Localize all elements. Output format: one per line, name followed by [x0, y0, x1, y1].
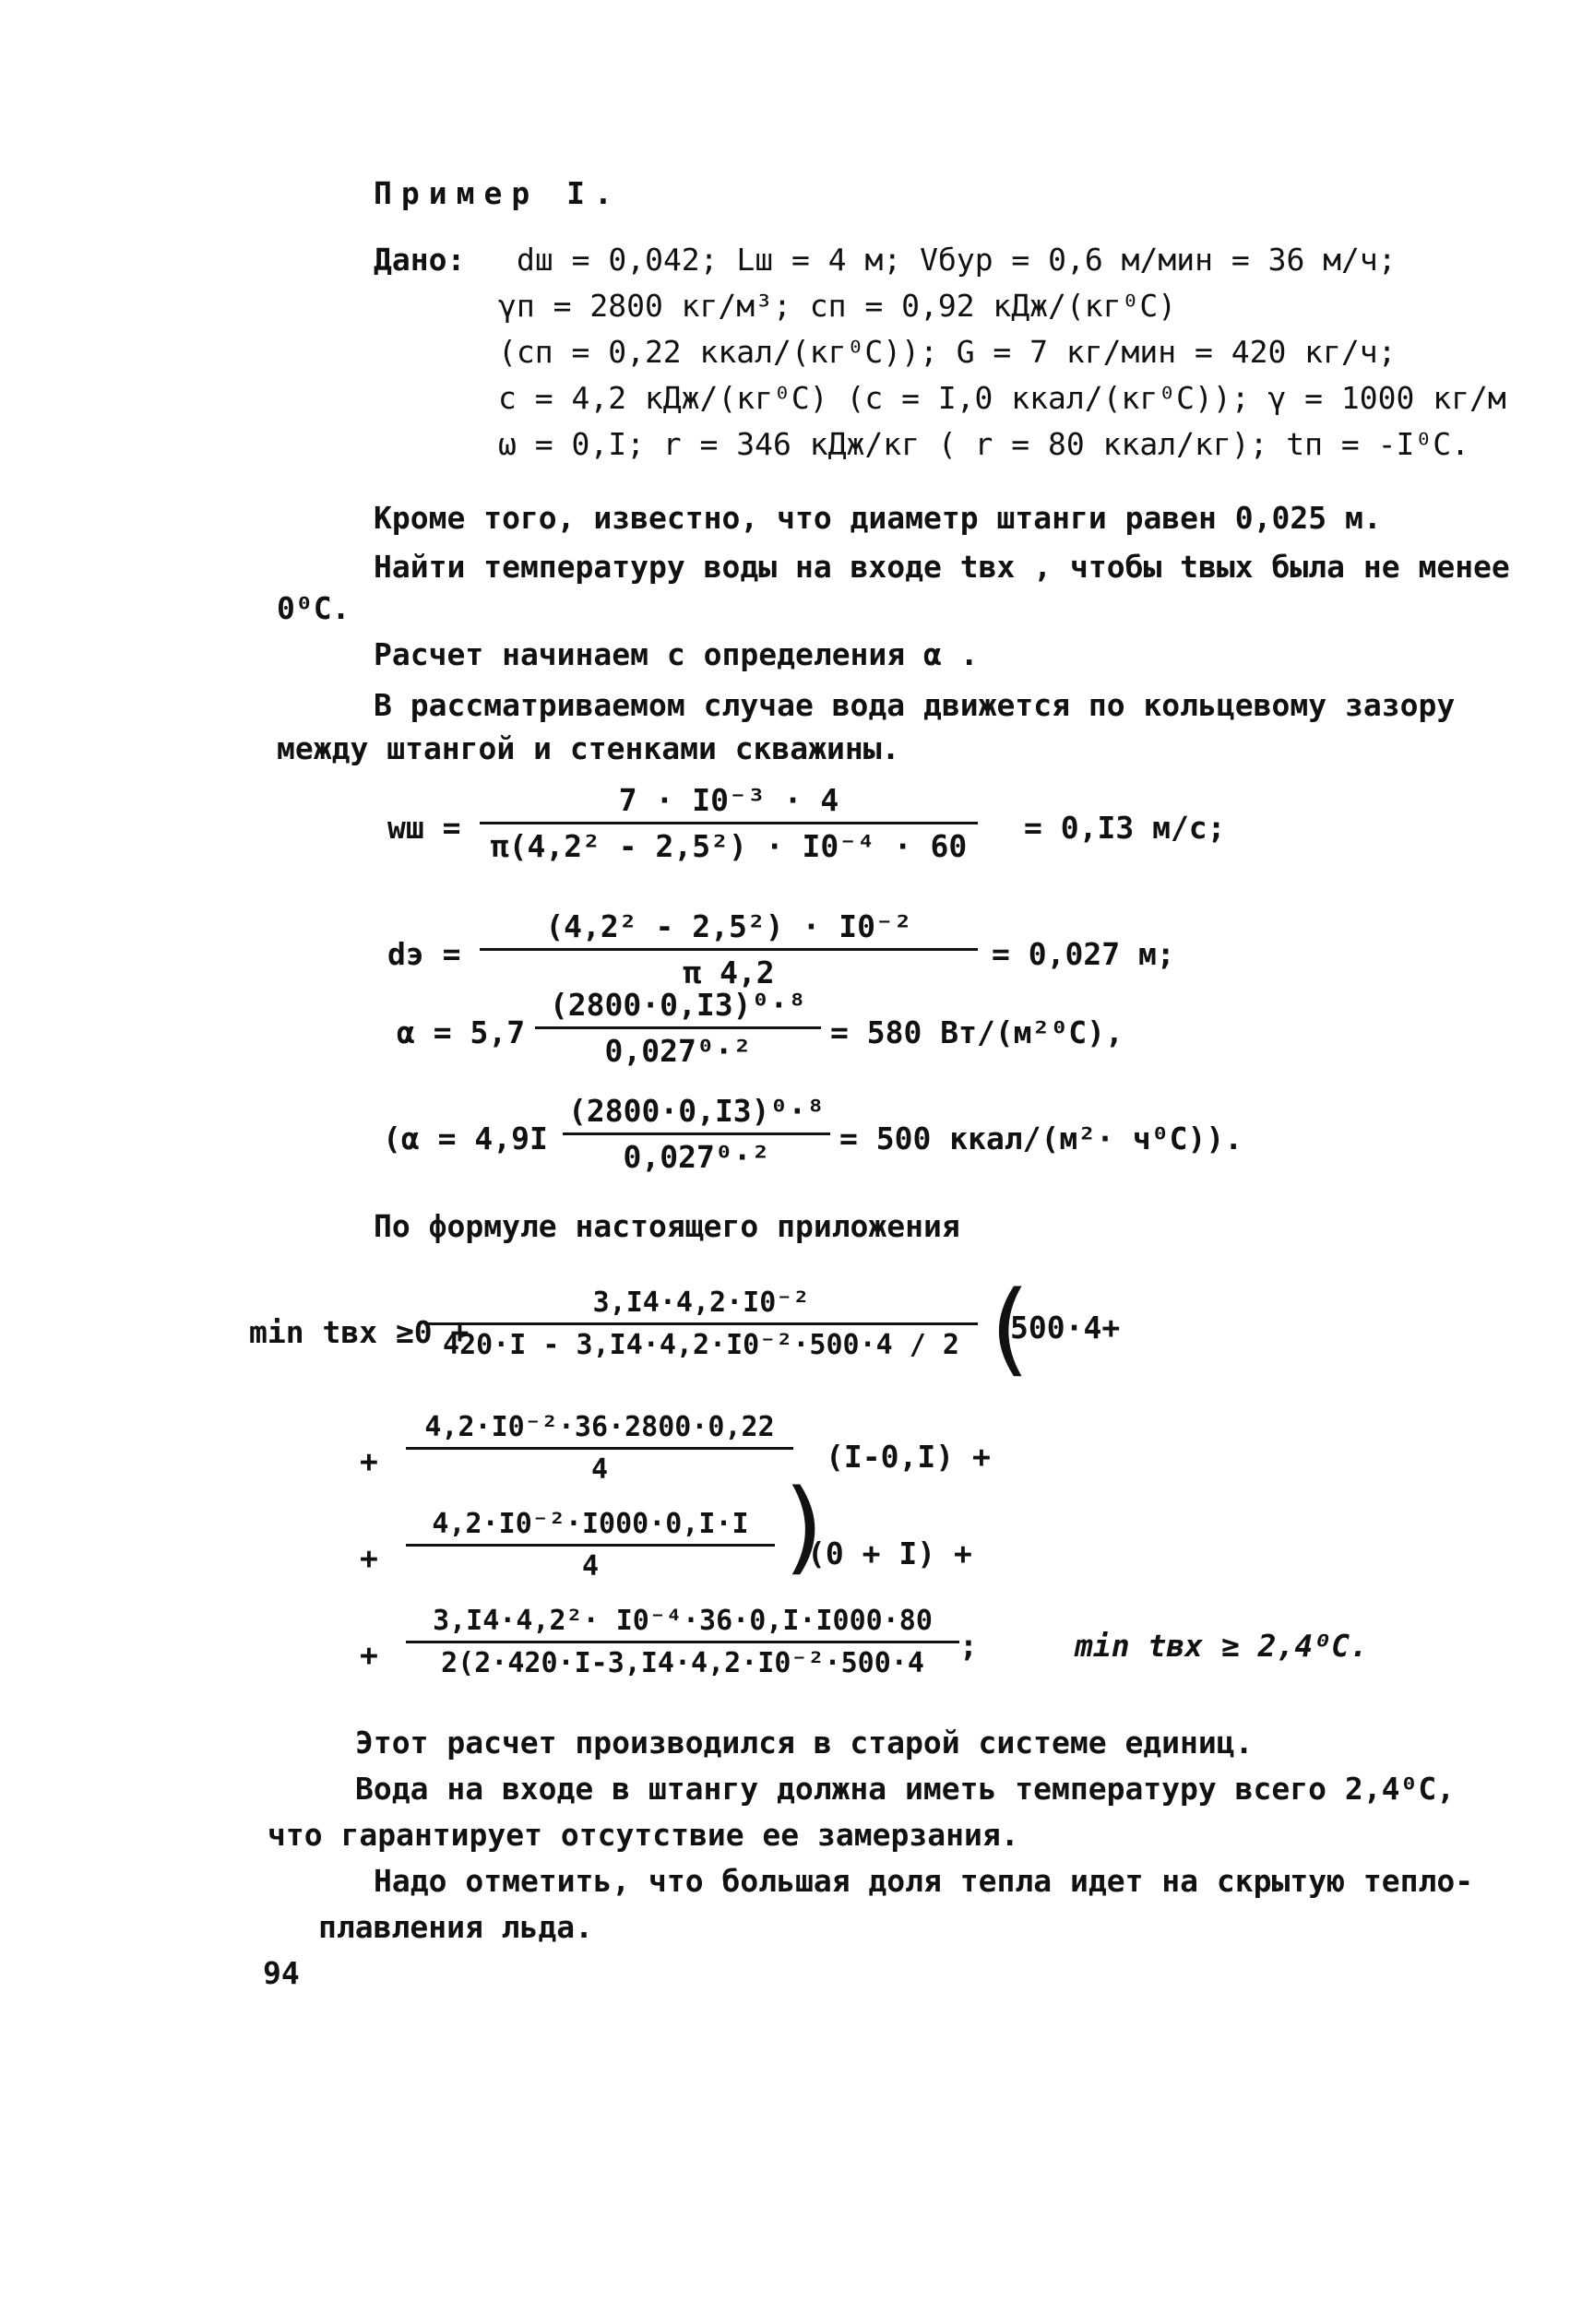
paragraph-annular-gap-end: между штангой и стенками скважины.	[277, 730, 900, 766]
given-line-1: dш = 0,042; Lш = 4 м; Vбур = 0,6 м/мин = 36 м/ч;	[517, 242, 1397, 278]
eq-main-lhs: min tвх ≥0 +	[249, 1314, 470, 1350]
paragraph-formula-intro: По формуле настоящего приложения	[374, 1208, 960, 1244]
eq-main-open-brace: (	[978, 1269, 1040, 1387]
eq-alpha-si-lhs: α = 5,7	[397, 1014, 526, 1050]
eq-main-fraction-4-numerator: 3,I4·4,2²· I0⁻⁴·36·0,I·I000·80	[406, 1605, 959, 1643]
eq-diameter-numerator: (4,2² - 2,5²) · I0⁻²	[480, 908, 978, 951]
eq-alpha-old-denominator: 0,027⁰·²	[623, 1139, 770, 1175]
eq-main-close-brace: )	[775, 1467, 837, 1585]
eq-main-fraction-1-denominator: 420·I - 3,I4·4,2·I0⁻²·500·4 / 2	[443, 1329, 959, 1361]
page-number: 94	[263, 1955, 300, 1991]
eq-main-fraction-1	[424, 1286, 978, 1361]
paragraph-find-temperature-end: 0⁰С.	[277, 590, 351, 626]
eq-main-plus-3: +	[360, 1540, 378, 1576]
given-line-4: с = 4,2 кДж/(кг⁰С) (с = I,0 ккал/(кг⁰С)); γ = 1000 кг/м	[498, 380, 1506, 416]
eq-alpha-old-fraction	[563, 1093, 830, 1175]
eq-main-fraction-2	[406, 1411, 793, 1486]
paragraph-find-temperature: Найти температуру воды на входе tвх , чтобы tвых была не менее	[374, 549, 1510, 585]
eq-main-fraction-4-denominator: 2(2·420·I-3,I4·4,2·I0⁻²·500·4	[441, 1647, 924, 1679]
eq-alpha-old-numerator: (2800·0,I3)⁰·⁸	[563, 1093, 830, 1135]
eq-main-result: min tвх ≥ 2,4⁰С.	[1075, 1628, 1368, 1664]
eq-main-fraction-2-numerator: 4,2·I0⁻²·36·2800·0,22	[406, 1411, 793, 1450]
given-line-2: γп = 2800 кг/м³; сп = 0,92 кДж/(кг⁰С)	[498, 288, 1177, 324]
paragraph-latent-heat: Надо отметить, что большая доля тепла идет на скрытую тепло-	[374, 1863, 1474, 1899]
example-title: Пример I.	[374, 175, 622, 211]
eq-main-plus-4: +	[360, 1637, 378, 1673]
given-label: Дано:	[374, 242, 466, 278]
eq-velocity-denominator: π(4,2² - 2,5²) · I0⁻⁴ · 60	[490, 828, 968, 864]
eq-alpha-si-fraction	[535, 987, 821, 1069]
eq-main-fraction-3-tail: (0 + I) +	[807, 1536, 972, 1571]
eq-alpha-si-result: = 580 Вт/(м²⁰С),	[830, 1014, 1124, 1050]
eq-main-fraction-2-denominator: 4	[590, 1453, 609, 1486]
eq-velocity-fraction	[480, 782, 978, 864]
paragraph-latent-heat-end: плавления льда.	[318, 1909, 594, 1945]
paragraph-annular-gap: В рассматриваемом случае вода движется по кольцевому зазору	[374, 687, 1456, 723]
eq-main-fraction-3-numerator: 4,2·I0⁻²·I000·0,I·I	[406, 1508, 775, 1547]
eq-main-fraction-2-tail: (I-0,I) +	[826, 1439, 991, 1475]
eq-main-plus-2: +	[360, 1443, 378, 1479]
paragraph-rod-diameter: Кроме того, известно, что диаметр штанги равен 0,025 м.	[374, 500, 1382, 536]
eq-main-fraction-3-denominator: 4	[581, 1550, 600, 1583]
eq-diameter-denominator: π 4,2	[683, 954, 775, 990]
eq-main-fraction-3	[406, 1508, 775, 1583]
eq-alpha-si-numerator: (2800·0,I3)⁰·⁸	[535, 987, 821, 1029]
eq-velocity-result: = 0,I3 м/с;	[1024, 810, 1226, 846]
paragraph-no-freezing: что гарантирует отсутствие ее замерзания.	[268, 1817, 1019, 1853]
eq-diameter-result: = 0,027 м;	[992, 936, 1175, 972]
eq-velocity-numerator: 7 · I0⁻³ · 4	[480, 782, 978, 824]
eq-main-brace-term: 500·4+	[1010, 1310, 1121, 1346]
eq-velocity-lhs: wш =	[387, 810, 461, 846]
paragraph-calc-start: Расчет начинаем с определения α .	[374, 636, 979, 672]
given-line-5: ω = 0,I; r = 346 кДж/кг ( r = 80 ккал/кг); tп = -I⁰С.	[498, 426, 1469, 462]
eq-main-fraction-4	[406, 1605, 959, 1679]
eq-diameter-fraction	[480, 908, 978, 990]
eq-alpha-old-result: = 500 ккал/(м²· ч⁰С)).	[839, 1120, 1243, 1156]
eq-main-semicolon: ;	[959, 1628, 978, 1664]
eq-diameter-lhs: dэ =	[387, 936, 461, 972]
paragraph-inlet-temperature: Вода на входе в штангу должна иметь температуру всего 2,4⁰С,	[355, 1771, 1456, 1807]
given-line-3: (сп = 0,22 ккал/(кг⁰С)); G = 7 кг/мин = 420 кг/ч;	[498, 334, 1397, 370]
paragraph-old-units: Этот расчет производился в старой системе единиц.	[355, 1725, 1254, 1761]
eq-alpha-old-lhs: (α = 4,9I	[383, 1120, 548, 1156]
eq-main-fraction-1-numerator: 3,I4·4,2·I0⁻²	[424, 1286, 978, 1325]
eq-alpha-si-denominator: 0,027⁰·²	[604, 1033, 752, 1069]
